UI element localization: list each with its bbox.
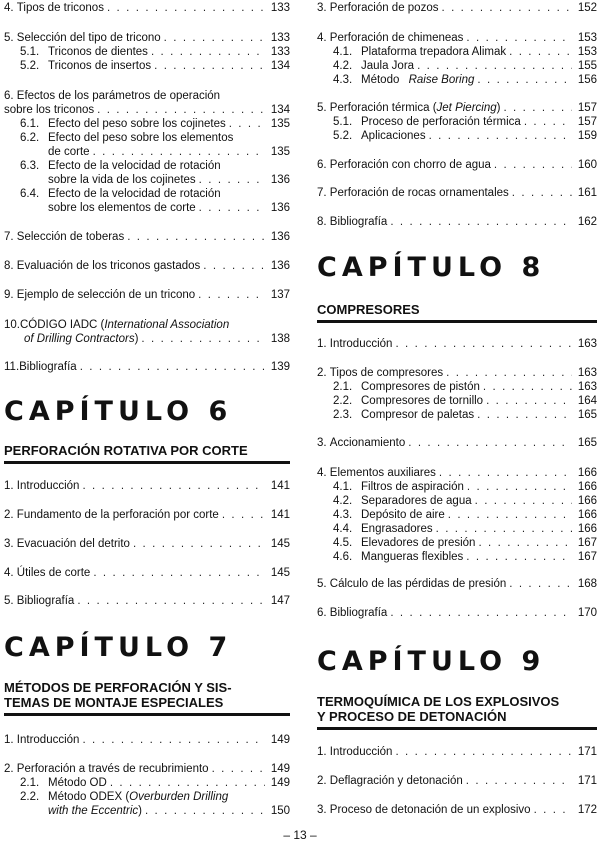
toc-entry[interactable]	[4, 230, 290, 244]
entry-number: 4.	[317, 32, 327, 44]
entry-number: 6.	[317, 607, 327, 619]
subentry-text: Elevadores de presión	[361, 537, 476, 549]
subentry-page: 156	[577, 74, 597, 86]
entry-page: 172	[577, 804, 597, 816]
entry-text: Perforación de pozos	[329, 2, 439, 14]
entry-number: 8.	[317, 216, 327, 228]
subentry-number: 4.3.	[333, 74, 353, 86]
subentry-text: Plataforma trepadora Alimak	[361, 46, 507, 58]
dot-leader	[229, 117, 265, 131]
toc-entry[interactable]	[317, 1, 597, 15]
dot-leader	[395, 337, 572, 351]
entry-text: Introducción	[16, 734, 80, 746]
subentry-number: 4.1.	[333, 481, 353, 493]
entry-text-tail: )	[134, 333, 139, 345]
toc-entry[interactable]	[317, 158, 597, 172]
entry-text: Efectos de los parámetros de operación	[16, 90, 221, 102]
entry-number: 2.	[317, 367, 327, 379]
subentry-text: Triconos de dientes	[48, 46, 148, 58]
chapter-title-line: TERMOQUÍMICA DE LOS EXPLOSIVOS	[317, 694, 560, 709]
subentry-page: 165	[577, 409, 597, 421]
toc-subentry[interactable]	[317, 494, 597, 508]
entry-text: Útiles de corte	[16, 567, 91, 579]
toc-subentry[interactable]	[4, 187, 290, 201]
chapter-title: PERFORACIÓN ROTATIVA POR CORTE	[4, 443, 290, 464]
toc-subentry[interactable]	[4, 59, 290, 73]
entry-page: 168	[577, 578, 597, 590]
entry-text-cont: sobre los triconos	[4, 104, 95, 116]
toc-subentry[interactable]	[317, 59, 597, 73]
entry-page: 138	[270, 333, 290, 345]
entry-text: Perforación de rocas ornamentales	[329, 187, 509, 199]
entry-text: Fundamento de la perforación por corte	[16, 509, 219, 521]
toc-subentry[interactable]	[317, 115, 597, 129]
subentry-number: 6.2.	[20, 132, 40, 144]
subentry-page: 166	[577, 495, 597, 507]
subentry-text: Filtros de aspiración	[361, 481, 464, 493]
entry-number: 3.	[317, 437, 327, 449]
subentry-text: Aplicaciones	[361, 130, 426, 142]
entry-page: 165	[577, 437, 597, 449]
subentry-number: 2.2.	[333, 395, 353, 407]
entry-number: 2.	[4, 763, 14, 775]
toc-subentry[interactable]	[317, 408, 597, 422]
dot-leader	[486, 394, 572, 408]
subentry-text: Método OD	[48, 777, 107, 789]
subentry-number: 4.2.	[333, 60, 353, 72]
toc-entry[interactable]	[4, 762, 290, 818]
subentry-page: 166	[577, 523, 597, 535]
toc-entry[interactable]	[4, 259, 290, 273]
entry-number: 6.	[317, 159, 327, 171]
subentry-page: 164	[577, 395, 597, 407]
entry-page: 133	[270, 2, 290, 14]
entry-text: Accionamiento	[329, 437, 406, 449]
subentry-page: 167	[577, 537, 597, 549]
toc-subentry[interactable]	[4, 159, 290, 173]
entry-text: Perforación a través de recubrimiento	[16, 763, 209, 775]
subentry-text: Triconos de insertos	[48, 60, 152, 72]
chapter-heading: CAPÍTULO 6	[4, 396, 233, 427]
dot-leader	[534, 803, 572, 817]
subentry-text: Engrasadores	[361, 523, 433, 535]
toc-subentry[interactable]	[317, 73, 597, 87]
toc-entry[interactable]	[4, 537, 290, 551]
entry-page: 139	[270, 361, 290, 373]
dot-leader	[141, 332, 265, 346]
entry-text: Introducción	[16, 480, 80, 492]
entry-page: 145	[270, 538, 290, 550]
dot-leader	[133, 537, 265, 551]
subentry-number: 4.6.	[333, 551, 353, 563]
dot-leader	[198, 288, 265, 302]
toc-subentry[interactable]	[317, 380, 597, 394]
toc-entry[interactable]	[4, 31, 290, 73]
subentry-text-cont: sobre los elementos de corte	[48, 202, 196, 214]
chapter-heading: CAPÍTULO 7	[4, 632, 233, 663]
subentry-number: 2.3.	[333, 409, 353, 421]
entry-text: Tipos de compresores	[329, 367, 444, 379]
toc-entry[interactable]	[317, 466, 597, 564]
entry-number: 4.	[317, 467, 327, 479]
entry-number: 5.	[4, 595, 14, 607]
entry-page: 145	[270, 567, 290, 579]
toc-entry[interactable]	[4, 479, 290, 493]
subentry-number: 6.3.	[20, 160, 40, 172]
dot-leader	[408, 436, 572, 450]
dot-leader	[446, 366, 572, 380]
subentry-page: 166	[577, 481, 597, 493]
subentry-text: Depósito de aire	[361, 509, 445, 521]
subentry-number: 4.4.	[333, 523, 353, 535]
chapter-heading: CAPÍTULO 9	[317, 646, 546, 677]
subentry-number: 5.2.	[20, 60, 40, 72]
subentry-page: 134	[270, 60, 290, 72]
entry-text-italic: Jet Piercing	[436, 102, 497, 114]
entry-page: 161	[577, 187, 597, 199]
entry-number: 3.	[317, 2, 327, 14]
entry-page: 141	[270, 480, 290, 492]
dot-leader	[212, 762, 265, 776]
subentry-text: Separadores de agua	[361, 495, 472, 507]
entry-number: 11.	[4, 361, 20, 373]
entry-number: 1.	[4, 480, 14, 492]
entry-text: Bibliografía	[329, 216, 388, 228]
subentry-number: 2.2.	[20, 791, 40, 803]
toc-entry[interactable]	[4, 508, 290, 522]
entry-number: 5.	[317, 578, 327, 590]
entry-text: Bibliografía	[19, 361, 77, 373]
dot-leader	[93, 145, 265, 159]
toc-entry[interactable]	[317, 606, 597, 620]
dot-leader	[82, 479, 265, 493]
entry-page: 171	[577, 775, 597, 787]
entry-number: 1.	[4, 734, 14, 746]
toc-entry[interactable]	[317, 337, 597, 351]
dot-leader	[494, 158, 572, 172]
chapter-heading: CAPÍTULO 8	[317, 252, 546, 283]
subentry-page: 136	[270, 202, 290, 214]
subentry-text: Método	[361, 74, 400, 86]
toc-subentry[interactable]	[4, 131, 290, 145]
toc-entry[interactable]	[317, 577, 597, 591]
entry-text-italic: International Association	[104, 319, 230, 331]
dot-leader	[478, 536, 572, 550]
subentry-page: 167	[577, 551, 597, 563]
entry-page: 133	[270, 32, 290, 44]
entry-text: Ejemplo de selección de un tricono	[16, 289, 196, 301]
entry-text: Deflagración y detonación	[329, 775, 463, 787]
entry-text: Bibliografía	[329, 607, 388, 619]
dot-leader	[107, 1, 265, 15]
subentry-text-italic: Overburden Drilling	[129, 791, 229, 803]
entry-page: 163	[577, 338, 597, 350]
dot-leader	[466, 550, 572, 564]
subentry-text-cont: sobre la vida de los cojinetes	[48, 174, 196, 186]
entry-page: 136	[270, 231, 290, 243]
subentry-text: Jaula Jora	[361, 60, 415, 72]
entry-text: Cálculo de las pérdidas de presión	[329, 578, 507, 590]
dot-leader	[151, 45, 265, 59]
subentry-text: Efecto del peso sobre los cojinetes	[48, 118, 226, 130]
toc-entry[interactable]	[317, 186, 597, 200]
entry-page: 153	[577, 32, 597, 44]
toc-entry[interactable]	[4, 566, 290, 580]
dot-leader	[203, 259, 265, 273]
subentry-number: 2.1.	[333, 381, 353, 393]
entry-page: 152	[577, 2, 597, 14]
entry-text: Proceso de detonación de un explosivo	[329, 804, 531, 816]
entry-page: 163	[577, 367, 597, 379]
subentry-text: Efecto de la velocidad de rotación	[48, 188, 221, 200]
entry-page: 147	[270, 595, 290, 607]
subentry-page: 133	[270, 46, 290, 58]
toc-entry[interactable]	[317, 803, 597, 817]
dot-leader	[222, 508, 265, 522]
toc-subentry[interactable]	[317, 129, 597, 143]
entry-page: 160	[577, 159, 597, 171]
entry-text: Perforación con chorro de agua	[329, 159, 491, 171]
entry-text: Evaluación de los triconos gastados	[16, 260, 201, 272]
dot-leader	[448, 508, 572, 522]
entry-page: 141	[270, 509, 290, 521]
toc-entry[interactable]	[4, 318, 290, 346]
entry-number: 3.	[4, 538, 14, 550]
subentry-number: 6.1.	[20, 118, 40, 130]
toc-subentry[interactable]	[4, 117, 290, 131]
toc-subentry[interactable]	[317, 394, 597, 408]
toc-subentry[interactable]	[317, 522, 597, 536]
subentry-page: 135	[270, 118, 290, 130]
dot-leader	[97, 103, 265, 117]
dot-leader	[77, 594, 265, 608]
entry-number: 2.	[317, 775, 327, 787]
subentry-text: Efecto de la velocidad de rotación	[48, 160, 221, 172]
subentry-number: 4.2.	[333, 495, 353, 507]
dot-leader	[483, 380, 572, 394]
subentry-page: 159	[577, 130, 597, 142]
subentry-text-italic: Raise Boring	[408, 74, 475, 86]
dot-leader	[82, 733, 265, 747]
entry-number: 10.	[4, 319, 20, 331]
entry-text: Bibliografía	[16, 595, 75, 607]
dot-leader	[503, 101, 572, 115]
entry-number: 7.	[317, 187, 327, 199]
subentry-text: Método ODEX (	[48, 791, 130, 803]
toc-subentry[interactable]	[4, 45, 290, 59]
subentry-number: 6.4.	[20, 188, 40, 200]
page-number-footer: – 13 –	[283, 828, 317, 842]
entry-text: Elementos auxiliares	[329, 467, 436, 479]
dot-leader	[467, 480, 572, 494]
subentry-text: Compresores de tornillo	[361, 395, 484, 407]
subentry-page: 149	[270, 777, 290, 789]
entry-number: 1.	[317, 338, 327, 350]
entry-number: 2.	[4, 509, 14, 521]
entry-number: 4.	[4, 2, 14, 14]
entry-text: Perforación térmica (	[329, 102, 437, 114]
entry-page: 166	[577, 467, 597, 479]
dot-leader	[145, 804, 265, 818]
subentry-page: 163	[577, 381, 597, 393]
entry-text: Perforación de chimeneas	[329, 32, 464, 44]
dot-leader	[477, 408, 572, 422]
dot-leader	[417, 59, 572, 73]
toc-entry[interactable]	[4, 89, 290, 215]
subentry-number: 4.5.	[333, 537, 353, 549]
toc-entry[interactable]	[4, 360, 290, 374]
chapter-title	[4, 680, 290, 716]
subentry-text-cont: de corte	[48, 146, 90, 158]
dot-leader	[509, 577, 572, 591]
subentry-number: 4.1.	[333, 46, 353, 58]
subentry-text: Compresor de paletas	[361, 409, 475, 421]
toc-subentry[interactable]	[317, 508, 597, 522]
subentry-text-cont: with the Eccentric	[48, 805, 139, 817]
dot-leader	[199, 201, 265, 215]
entry-number: 7.	[4, 231, 14, 243]
dot-leader	[466, 774, 572, 788]
dot-leader	[439, 466, 572, 480]
subentry-page: 150	[270, 805, 290, 817]
entry-page: 157	[577, 102, 597, 114]
entry-text: CÓDIGO IADC (	[20, 319, 105, 331]
toc-entry[interactable]	[317, 215, 597, 229]
dot-leader	[154, 59, 265, 73]
dot-leader	[429, 129, 572, 143]
entry-text-cont: of Drilling Contractors	[24, 333, 135, 345]
dot-leader	[164, 31, 265, 45]
entry-text: Evacuación del detrito	[16, 538, 130, 550]
subentry-text: Mangueras flexibles	[361, 551, 464, 563]
subentry-page: 136	[270, 174, 290, 186]
entry-text: Selección del tipo de tricono	[16, 32, 161, 44]
entry-page: 149	[270, 763, 290, 775]
dot-leader	[524, 115, 572, 129]
toc-subentry[interactable]	[317, 550, 597, 564]
dot-leader	[436, 522, 572, 536]
toc-entry[interactable]	[4, 288, 290, 302]
toc-entry[interactable]	[317, 745, 597, 759]
toc-entry[interactable]	[317, 31, 597, 87]
entry-text: Introducción	[329, 746, 393, 758]
dot-leader	[80, 360, 265, 374]
toc-subentry[interactable]	[317, 45, 597, 59]
subentry-text: Compresores de pistón	[361, 381, 480, 393]
entry-number: 5.	[317, 102, 327, 114]
subentry-number: 4.3.	[333, 509, 353, 521]
toc-entry[interactable]	[317, 774, 597, 788]
chapter-title-line: TEMAS DE MONTAJE ESPECIALES	[4, 695, 224, 710]
toc-entry[interactable]	[4, 594, 290, 608]
toc-subentry[interactable]	[317, 480, 597, 494]
entry-text: Selección de toberas	[16, 231, 125, 243]
subentry-page: 166	[577, 509, 597, 521]
chapter-title: COMPRESORES	[317, 302, 597, 323]
entry-page: 149	[270, 734, 290, 746]
entry-page: 137	[270, 289, 290, 301]
dot-leader	[390, 606, 572, 620]
dot-leader	[199, 173, 265, 187]
chapter-title	[317, 694, 597, 730]
entry-text-tail: )	[496, 102, 501, 114]
entry-number: 6.	[4, 90, 14, 102]
entry-text: Introducción	[329, 338, 393, 350]
entry-page: 136	[270, 260, 290, 272]
entry-page: 162	[577, 216, 597, 228]
toc-entry[interactable]	[4, 733, 290, 747]
dot-leader	[512, 186, 572, 200]
toc-subentry[interactable]	[4, 790, 290, 804]
subentry-number: 5.1.	[333, 116, 353, 128]
entry-number: 5.	[4, 32, 14, 44]
subentry-page: 157	[577, 116, 597, 128]
toc-entry[interactable]	[317, 366, 597, 422]
entry-number: 8.	[4, 260, 14, 272]
toc-subentry[interactable]	[317, 536, 597, 550]
dot-leader	[127, 230, 265, 244]
entry-page: 171	[577, 746, 597, 758]
entry-text: Tipos de triconos	[16, 2, 104, 14]
toc-entry[interactable]	[317, 436, 597, 450]
subentry-number: 2.1.	[20, 777, 40, 789]
entry-page: 134	[270, 104, 290, 116]
toc-entry[interactable]	[4, 1, 290, 15]
entry-number: 4.	[4, 567, 14, 579]
toc-subentry[interactable]	[4, 776, 290, 790]
entry-page: 170	[577, 607, 597, 619]
entry-number: 9.	[4, 289, 14, 301]
subentry-page: 153	[577, 46, 597, 58]
dot-leader	[466, 31, 572, 45]
subentry-text-tail: )	[138, 805, 142, 817]
subentry-text: Efecto del peso sobre los elementos	[48, 132, 234, 144]
chapter-title-line: Y PROCESO DE DETONACIÓN	[317, 709, 507, 724]
dot-leader	[475, 494, 572, 508]
entry-number: 3.	[317, 804, 327, 816]
subentry-number: 5.1.	[20, 46, 40, 58]
dot-leader	[390, 215, 572, 229]
subentry-page: 155	[577, 60, 597, 72]
entry-number: 1.	[317, 746, 327, 758]
dot-leader	[395, 745, 572, 759]
subentry-number: 5.2.	[333, 130, 353, 142]
dot-leader	[441, 1, 572, 15]
dot-leader	[110, 776, 265, 790]
toc-entry[interactable]	[317, 101, 597, 143]
dot-leader	[509, 45, 572, 59]
subentry-text: Proceso de perforación térmica	[361, 116, 521, 128]
dot-leader	[93, 566, 265, 580]
dot-leader	[477, 73, 572, 87]
subentry-page: 135	[270, 146, 290, 158]
chapter-title-line: MÉTODOS DE PERFORACIÓN Y SIS-	[4, 680, 232, 695]
